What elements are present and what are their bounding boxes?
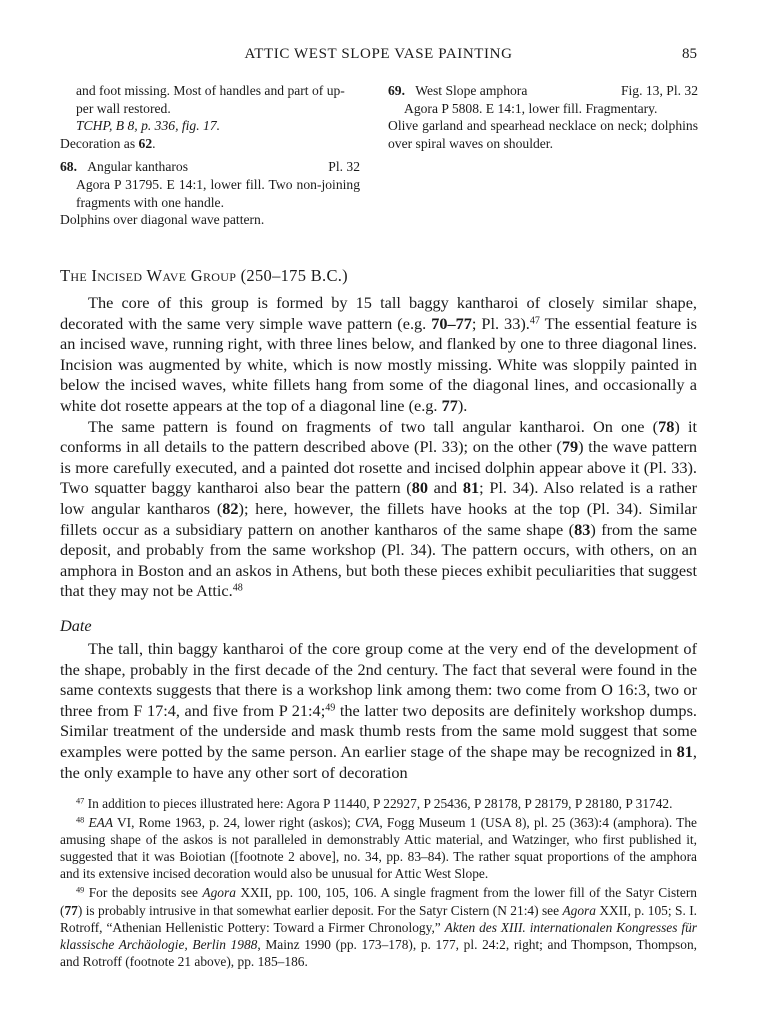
body-paragraph [60,639,697,783]
text-run: VI, Rome 1963, p. 24, lower right (askos); [113,815,356,831]
text-run: ) is probably intrusive in that somewhat earlier deposit. For the Satyr Cistern (N 21:4) see [77,902,563,918]
text-run: ) it conforms in all details to the pattern described above (Pl. 33); on the other ( [60,416,697,457]
italic-citation: Agora [562,902,596,918]
section-heading-dates: (250–175 B.C.) [240,266,348,285]
footnote [60,795,697,812]
running-head [60,46,697,68]
entry-continuation-line: per wall restored. [76,100,171,116]
footnote [60,814,697,882]
catalogue-number-ref: 83 [574,519,591,539]
entry-name: West Slope amphora [415,83,528,98]
text-run: The same pattern is found on fragments of two tall angular kantharoi. On one ( [88,416,659,436]
footnote [60,884,697,969]
entry-inventory: Agora P 5808. E 14:1, lower fill. Fragmentary. [404,100,658,116]
catalogue-number-ref: 79 [561,437,579,457]
section-heading [60,266,700,286]
entry-plate: Fig. 13, Pl. 32 [620,83,698,98]
footnote-marker: 48 [232,582,243,594]
catalogue-number-ref: 81 [676,741,693,761]
text-run: XXII, pp. 100, 105, 106. A single fragment from the lower fill of the Satyr Cistern ( [60,885,697,918]
entry-continuation-line: and foot missing. Most of handles and part of up- [76,83,345,98]
entry-number: 68. [60,159,77,175]
entry-decoration [60,135,360,153]
subsection-heading-date: Date [60,616,92,635]
body-text-upper [60,293,697,602]
italic-citation: Agora [202,885,236,901]
footnote-marker: 47 [529,315,540,327]
text-run: The core of this group is formed by 15 tall baggy kantharoi of closely similar shape, decorated with the same very simple wave pattern (e.g. [60,293,697,333]
page-number: 85 [682,46,697,62]
footnote-marker: 48 [76,815,85,825]
italic-citation: EAA [88,815,114,831]
text-run: The tall, thin baggy kantharoi of the core group come at the very end of the development of the shape, probably in the first decade of the 2nd century. The fact that several were found in the same contexts suggests that there is a workshop link among them: two come from O 16:3, two or three from F 17:4, and five from P 21:4; [60,639,697,720]
body-paragraph [60,417,697,602]
section-heading-title: The Incised Wave Group [60,266,237,285]
body-paragraph [60,293,697,417]
text-run: ) from the same deposit, and probably from the same workshop (Pl. 34). The pattern occurs, with others, on an amphora in Boston and an askos in Athens, but both these pieces exhibit peculiarities that suggest that they may not be Attic. [60,519,697,601]
catalogue-left-column [60,82,360,229]
entry-reference-text: TCHP, B 8, p. 336, fig. 17. [76,118,221,134]
text-run: , the only example to have any other sort of decoration [60,741,697,782]
catalogue-number-ref: 82 [222,498,239,518]
text-run: ) the wave pattern is more carefully executed, and a painted dot rosette and incised dolphin appear above it (Pl. 33). Two squatter baggy kantharoi also bear the pattern ( [60,437,697,498]
catalogue-number-ref: 70–77 [431,313,472,333]
catalogue-number-ref: 81 [462,478,480,498]
text-run: and [427,478,463,498]
decoration-ref: 62 [138,135,153,151]
entry-number: 69. [388,83,405,98]
entry-description: Dolphins over diagonal wave pattern. [60,212,265,228]
entry-description: Olive garland and spearhead necklace on neck; dolphins over spiral waves on shoulder. [388,118,698,151]
text-run: ; Pl. 34). Also related is a rather low angular kantharos ( [60,478,697,518]
decoration-prefix: Decoration as [60,135,139,151]
footnotes [60,795,697,972]
footnote-marker: 49 [325,702,336,714]
text-run: XXII, p. 105; S. I. Rotroff, “Athenian Hellenistic Pottery: Toward a Firmer Chronology,” [60,902,697,935]
text-run: ). [457,395,468,415]
catalogue-number-ref: 80 [411,478,428,498]
italic-citation: Akten des XIII. internationalen Kongresses für klassische Archäologie, Berlin 1988 [60,919,698,952]
text-run: ); here, however, the fillets have hooks at the top (Pl. 34). Similar fillets occur as a subsidiary pattern on another kantharos of the same shape ( [60,498,697,539]
entry-reference [60,117,360,135]
catalogue-entry-68-heading [60,158,360,176]
text-run: the latter two deposits are definitely workshop dumps. Similar treatment of the underside and mask thumb rests from the same mold suggest that some examples were potted by the same person. An earlier stage of the shape may be recognized in [60,700,697,761]
entry-name: Angular kantharos [87,159,188,175]
text-run: ; Pl. 33). [471,313,530,333]
text-run: , Mainz 1990 (pp. 173–178), p. 177, pl. 24:2, right; and Thompson, Thompson, and Rotroff (footnote 21 above), pp. 185–186. [60,936,697,969]
entry-inventory: Agora P 31795. E 14:1, lower fill. Two non-joining fragments with one handle. [76,176,360,210]
running-title: ATTIC WEST SLOPE VASE PAINTING [244,46,513,62]
text-run: , Fogg Museum 1 (USA 8), pl. 25 (363):4 (amphora). The amusing shape of the askos is not paralleled in demonstrably Attic material, and Watzinger, who first published it, suggested that it was Boiotian ([footnote 2 above], no. 34, pp. 83–84). The rather squat proportions of the amphora and its extensive incised decoration would also be unusual for Attic West Slope. [60,815,697,882]
catalogue-number-ref: 77 [441,395,458,415]
entry-plate: Pl. 32 [328,159,360,175]
body-text-lower [60,639,697,783]
decoration-suffix: . [152,135,156,151]
text-run: In addition to pieces illustrated here: Agora P 11440, P 22927, P 25436, P 28178, P 28179, P 28180, P 31742. [84,796,673,811]
text-run: For the deposits see [84,885,203,901]
catalogue-number-ref: 78 [658,416,675,436]
italic-citation: CVA [355,815,380,831]
catalogue-number-ref: 77 [64,902,78,918]
text-run: The essential feature is an incised wave, running right, with three lines below, and flanked by one to three diagonal lines. Incision was augmented by white, which is now mostly missing. White was sloppily painted in below the incised waves, white fillets hang from some of the diagonal lines, and occasionally a white dot rosette appears at the top of a diagonal line (e.g. [60,313,697,415]
catalogue-right-column [388,82,698,152]
footnote-marker: 49 [76,885,85,895]
footnote-marker: 47 [76,796,85,806]
catalogue-entry-69-heading [388,82,698,100]
